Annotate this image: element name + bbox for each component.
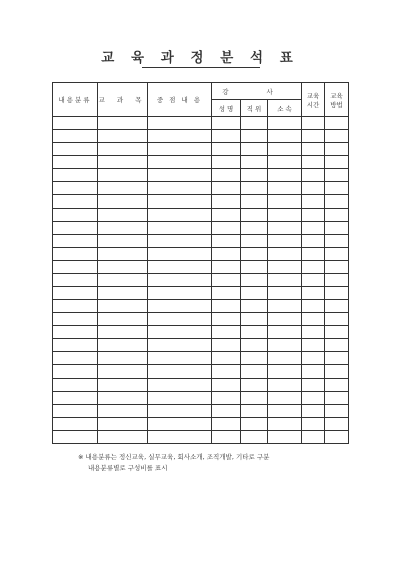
table-cell [53, 169, 98, 182]
analysis-table [52, 82, 349, 444]
table-cell [212, 273, 241, 286]
table-cell [148, 273, 212, 286]
table-cell [98, 391, 148, 404]
table-cell [241, 287, 268, 300]
table-row [53, 430, 349, 443]
table-cell [268, 300, 302, 313]
table-cell [302, 365, 325, 378]
table-row [53, 143, 349, 156]
table-cell [268, 313, 302, 326]
table-cell [302, 234, 325, 247]
table-cell [268, 417, 302, 430]
table-cell [98, 208, 148, 221]
table-cell [148, 391, 212, 404]
table-cell [212, 417, 241, 430]
table-cell [241, 391, 268, 404]
table-cell [325, 143, 349, 156]
table-cell [53, 300, 98, 313]
table-cell [53, 352, 98, 365]
table-row [53, 404, 349, 417]
table-cell [212, 365, 241, 378]
table-cell [98, 365, 148, 378]
table-cell [302, 273, 325, 286]
table-cell [241, 260, 268, 273]
table-row [53, 326, 349, 339]
table-cell [325, 247, 349, 260]
table-cell [98, 169, 148, 182]
table-row [53, 195, 349, 208]
table-cell [268, 273, 302, 286]
table-cell [98, 117, 148, 130]
table-cell [212, 300, 241, 313]
table-row [53, 339, 349, 352]
table-cell [241, 117, 268, 130]
header-edu-method-line1: 교육 [330, 91, 343, 100]
table-cell [302, 130, 325, 143]
table-cell [148, 287, 212, 300]
table-row [53, 169, 349, 182]
table-cell [325, 313, 349, 326]
table-cell [268, 221, 302, 234]
table-cell [241, 130, 268, 143]
table-cell [325, 404, 349, 417]
table-cell [148, 260, 212, 273]
table-cell [302, 417, 325, 430]
table-row [53, 391, 349, 404]
table-cell [53, 260, 98, 273]
table-cell [302, 352, 325, 365]
table-cell [268, 430, 302, 443]
table-cell [241, 156, 268, 169]
table-cell [241, 430, 268, 443]
table-row [53, 417, 349, 430]
table-cell [241, 300, 268, 313]
header-key-content: 중 점 내 용 [148, 83, 212, 117]
header-edu-time-line1: 교육 [306, 91, 320, 100]
table-cell [53, 378, 98, 391]
table-cell [148, 378, 212, 391]
table-cell [302, 430, 325, 443]
table-row [53, 313, 349, 326]
table-cell [268, 404, 302, 417]
table-cell [53, 156, 98, 169]
table-cell [212, 156, 241, 169]
table-cell [325, 169, 349, 182]
table-cell [98, 130, 148, 143]
table-cell [241, 365, 268, 378]
table-cell [98, 313, 148, 326]
table-cell [148, 195, 212, 208]
table-cell [325, 326, 349, 339]
table-row [53, 378, 349, 391]
table-row [53, 182, 349, 195]
table-cell [325, 378, 349, 391]
table-cell [148, 326, 212, 339]
table-cell [148, 130, 212, 143]
table-cell [212, 339, 241, 352]
table-cell [212, 130, 241, 143]
table-cell [268, 169, 302, 182]
table-cell [241, 378, 268, 391]
table-cell [98, 156, 148, 169]
table-cell [325, 287, 349, 300]
table-cell [268, 352, 302, 365]
table-cell [241, 417, 268, 430]
table-cell [212, 221, 241, 234]
table-cell [53, 182, 98, 195]
table-cell [212, 247, 241, 260]
table-cell [302, 169, 325, 182]
table-cell [148, 404, 212, 417]
table-cell [98, 326, 148, 339]
table-row [53, 117, 349, 130]
table-cell [302, 260, 325, 273]
table-cell [325, 234, 349, 247]
table-cell [302, 247, 325, 260]
table-cell [53, 247, 98, 260]
table-cell [302, 326, 325, 339]
table-cell [241, 169, 268, 182]
table-cell [53, 208, 98, 221]
footnote [78, 452, 269, 474]
table-cell [241, 404, 268, 417]
table-cell [268, 339, 302, 352]
table-cell [302, 156, 325, 169]
table-cell [268, 326, 302, 339]
table-row [53, 156, 349, 169]
table-cell [268, 247, 302, 260]
table-cell [325, 273, 349, 286]
title-underline [142, 67, 260, 68]
table-cell [148, 221, 212, 234]
table-cell [241, 143, 268, 156]
table-cell [241, 313, 268, 326]
table-cell [53, 404, 98, 417]
form-title: 교 육 과 정 분 석 표 [101, 50, 299, 66]
table-cell [302, 287, 325, 300]
table-cell [302, 300, 325, 313]
header-edu-time [302, 83, 325, 117]
table-cell [325, 117, 349, 130]
table-row [53, 130, 349, 143]
table-cell [302, 195, 325, 208]
table-cell [302, 339, 325, 352]
table-cell [212, 313, 241, 326]
table-cell [302, 378, 325, 391]
table-cell [212, 391, 241, 404]
table-body [53, 117, 349, 444]
header-lecturer-name: 성 명 [212, 100, 241, 117]
header-subject: 교 과 목 [98, 83, 148, 117]
table-cell [212, 404, 241, 417]
table-cell [148, 313, 212, 326]
table-cell [268, 208, 302, 221]
table-cell [241, 221, 268, 234]
table-cell [268, 234, 302, 247]
table-row [53, 352, 349, 365]
table-cell [53, 273, 98, 286]
table-cell [148, 365, 212, 378]
table-row [53, 365, 349, 378]
table-cell [212, 208, 241, 221]
header-lecturer-position: 직 위 [241, 100, 268, 117]
header-edu-method-line2: 방법 [330, 100, 343, 109]
table-cell [212, 287, 241, 300]
table-cell [98, 287, 148, 300]
table-cell [98, 417, 148, 430]
table-row [53, 208, 349, 221]
table-row [53, 273, 349, 286]
table-cell [302, 404, 325, 417]
table-cell [98, 143, 148, 156]
table-cell [148, 143, 212, 156]
table-cell [325, 182, 349, 195]
table-cell [98, 404, 148, 417]
table-cell [53, 130, 98, 143]
table-cell [268, 156, 302, 169]
table-cell [268, 287, 302, 300]
table-cell [325, 391, 349, 404]
table-cell [53, 326, 98, 339]
table-cell [148, 182, 212, 195]
table-cell [148, 156, 212, 169]
table-cell [325, 130, 349, 143]
table-cell [212, 234, 241, 247]
table-cell [53, 221, 98, 234]
table-cell [212, 169, 241, 182]
table-cell [241, 195, 268, 208]
table-cell [53, 143, 98, 156]
table-cell [325, 339, 349, 352]
table-cell [53, 234, 98, 247]
table-cell [325, 260, 349, 273]
table-cell [241, 326, 268, 339]
table-cell [325, 352, 349, 365]
table-cell [268, 130, 302, 143]
table-cell [98, 378, 148, 391]
table-row [53, 287, 349, 300]
table-cell [268, 260, 302, 273]
table-cell [98, 260, 148, 273]
table-cell [98, 430, 148, 443]
footnote-line-2: 내용분류별로 구성비를 표시 [88, 464, 168, 472]
table-cell [325, 195, 349, 208]
table-cell [302, 143, 325, 156]
table-cell [148, 234, 212, 247]
table-cell [212, 195, 241, 208]
table-cell [148, 300, 212, 313]
table-cell [53, 117, 98, 130]
table-cell [53, 195, 98, 208]
table-cell [98, 273, 148, 286]
table-cell [241, 273, 268, 286]
table-cell [325, 430, 349, 443]
table-cell [98, 182, 148, 195]
table-cell [268, 365, 302, 378]
table-cell [53, 430, 98, 443]
table-cell [53, 391, 98, 404]
table-cell [325, 365, 349, 378]
table-cell [212, 143, 241, 156]
table-cell [241, 339, 268, 352]
table-cell [268, 378, 302, 391]
table-cell [98, 234, 148, 247]
table-cell [268, 182, 302, 195]
table-cell [53, 365, 98, 378]
table-cell [53, 313, 98, 326]
table-row [53, 234, 349, 247]
table-cell [268, 143, 302, 156]
table-cell [241, 182, 268, 195]
table-cell [302, 391, 325, 404]
table-cell [325, 156, 349, 169]
table-cell [148, 430, 212, 443]
table-row [53, 300, 349, 313]
table-cell [98, 247, 148, 260]
table-cell [212, 352, 241, 365]
table-cell [148, 339, 212, 352]
table-cell [268, 391, 302, 404]
table-cell [302, 117, 325, 130]
table-cell [53, 287, 98, 300]
header-edu-method [325, 83, 349, 117]
table-cell [268, 117, 302, 130]
table-cell [212, 182, 241, 195]
table-cell [148, 208, 212, 221]
table-cell [53, 339, 98, 352]
table-cell [148, 117, 212, 130]
table-cell [241, 208, 268, 221]
header-lecturer-affiliation: 소 속 [268, 100, 302, 117]
table-cell [302, 208, 325, 221]
table-cell [241, 234, 268, 247]
table-cell [98, 300, 148, 313]
table-cell [241, 352, 268, 365]
table-cell [212, 326, 241, 339]
table-cell [148, 352, 212, 365]
table-cell [98, 352, 148, 365]
table-cell [241, 247, 268, 260]
table-cell [325, 300, 349, 313]
table-cell [148, 247, 212, 260]
table-cell [148, 417, 212, 430]
table-cell [325, 221, 349, 234]
table-cell [212, 430, 241, 443]
header-lecturer: 강 사 [212, 83, 302, 100]
table-cell [268, 195, 302, 208]
table-row [53, 260, 349, 273]
table-cell [325, 417, 349, 430]
table-row [53, 247, 349, 260]
table-cell [148, 169, 212, 182]
table-cell [53, 417, 98, 430]
table-row [53, 221, 349, 234]
table-cell [98, 221, 148, 234]
table-cell [302, 182, 325, 195]
header-category: 내용분류 [53, 83, 98, 117]
table-cell [302, 221, 325, 234]
table-cell [98, 195, 148, 208]
footnote-line-1: ※ 내용분류는 정신교육, 실무교육, 회사소개, 조직개발, 기타로 구분 [78, 453, 270, 461]
table-cell [98, 339, 148, 352]
table-cell [212, 260, 241, 273]
table-cell [212, 378, 241, 391]
table-cell [212, 117, 241, 130]
table-cell [302, 313, 325, 326]
header-edu-time-line2: 시간 [306, 100, 320, 109]
table-cell [325, 208, 349, 221]
